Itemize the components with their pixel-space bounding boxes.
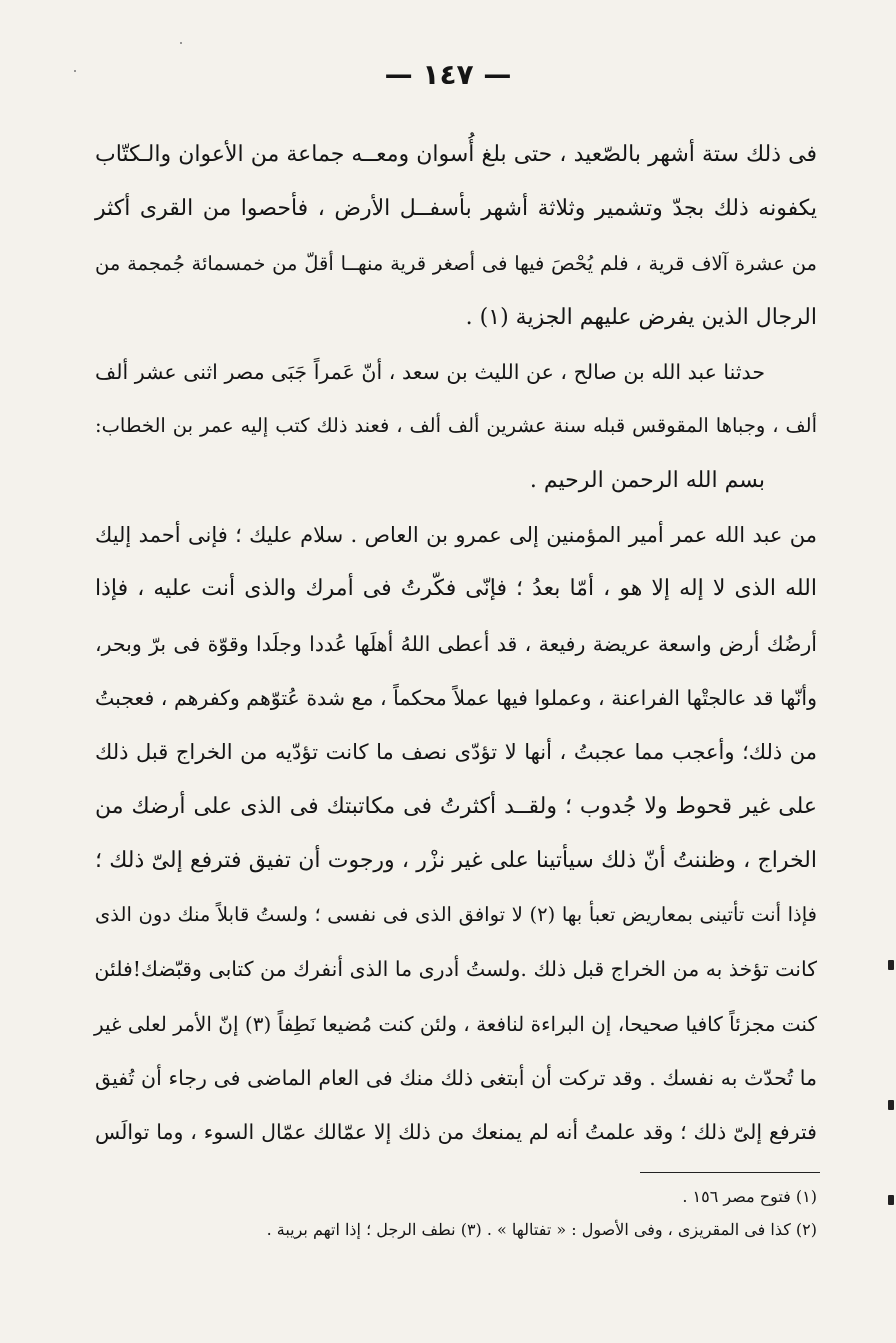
text-line: ما تُحدّث به نفسك . وقد تركت أن أبتغى ذلك منك فى العام الماضى فى رجاء أن تُفيق <box>95 1066 817 1091</box>
basmala-line: بسم الله الرحمن الرحيم . <box>529 467 765 493</box>
footnotes <box>95 1180 817 1246</box>
text-line: كنت مجزئاً كافيا صحيحا، إن البراءة لنافعة ، ولئن كنت مُضيعا نَطِفاً (٣) إنّ الأمر لعلى غير <box>93 1011 817 1036</box>
scan-edge-mark <box>888 960 894 970</box>
scan-speck <box>74 70 76 72</box>
text-line: يكفونه ذلك بجدّ وتشمير وثلاثة أشهر بأسفــل الأرض ، فأحصوا من القرى أكثر <box>95 196 817 222</box>
page-number: — ١٤٧ — <box>384 58 512 91</box>
footnote: (٢) كذا فى المقريزى ، وفى الأصول : « تفتالها » . (٣) نطف الرجل ؛ إذا اتهم بريبة . <box>266 1220 817 1239</box>
text-line: وأنّها قد عالجتْها الفراعنة ، وعملوا فيها عملاً محكماً ، مع شدة عُتوّهم وكفرهم ، فعجبتُ <box>95 685 817 710</box>
text-line: من عبد الله عمر أمير المؤمنين إلى عمرو بن العاص . سلام عليك ؛ فإنى أحمد إليك <box>95 523 817 548</box>
text-line: من ذلك؛ وأعجب مما عجبتُ ، أنها لا تؤدّى نصف ما كانت تؤدّيه من الخراج قبل ذلك <box>95 740 817 765</box>
footnote: (١) فتوح مصر ١٥٦ . <box>682 1187 817 1206</box>
scan-speck <box>180 42 182 44</box>
text-line: الرجال الذين يفرض عليهم الجزية (١) . <box>465 304 817 330</box>
text-line: كانت تؤخذ به من الخراج قبل ذلك .ولستُ أدرى ما الذى أنفرك من كتابى وقبّضك!فلئن <box>94 957 817 982</box>
body-text <box>95 128 817 1160</box>
footnote-separator <box>640 1172 820 1173</box>
text-line: ألف ، وجباها المقوقس قبله سنة عشرين ألف ألف ، فعند ذلك كتب إليه عمر بن الخطاب: <box>95 414 817 438</box>
text-line: من عشرة آلاف قرية ، فلم يُحْصَ فيها فى أصغر قرية منهــا أقلّ من خمسمائة جُمجمة من <box>95 251 817 275</box>
text-line: فإذا أنت تأتينى بمعاريض تعبأ بها (٢) لا توافق الذى فى نفسى ؛ ولستُ قابلاً منك دون الذى <box>95 903 817 927</box>
text-line: الله الذى لا إله إلا هو ، أمّا بعدُ ؛ فإنّى فكّرتُ فى أمرك والذى أنت عليه ، فإذا <box>95 576 817 602</box>
text-line: حدثنا عبد الله بن صالح ، عن الليث بن سعد ، أنّ عَمراً جَبَى مصر اثنى عشر ألف <box>95 360 765 385</box>
text-line: على غير قحوط ولا جُدوب ؛ ولقــد أكثرتُ فى مكاتبتك فى الذى على أرضك من <box>95 793 817 819</box>
text-line: الخراج ، وظننتُ أنّ ذلك سيأتينا على غير نزْر ، ورجوت أن تفيق فترفع إلىّ ذلك ؛ <box>95 847 817 873</box>
text-line: أرضُك أرض واسعة عريضة رفيعة ، قد أعطى اللهُ أهلَها عُددا وجلَدا وقوّة فى برّ وبحر، <box>95 631 817 656</box>
scan-edge-mark <box>888 1195 894 1205</box>
scan-edge-mark <box>888 1100 894 1110</box>
text-line: فى ذلك ستة أشهر بالصّعيد ، حتى بلغ أُسوان ومعــه جماعة من الأعوان والـكتّاب <box>95 142 817 167</box>
text-line: فترفع إلىّ ذلك ؛ وقد علمتُ أنه لم يمنعك من ذلك إلا عمّالك عمّال السوء ، وما توالَس <box>95 1120 817 1145</box>
